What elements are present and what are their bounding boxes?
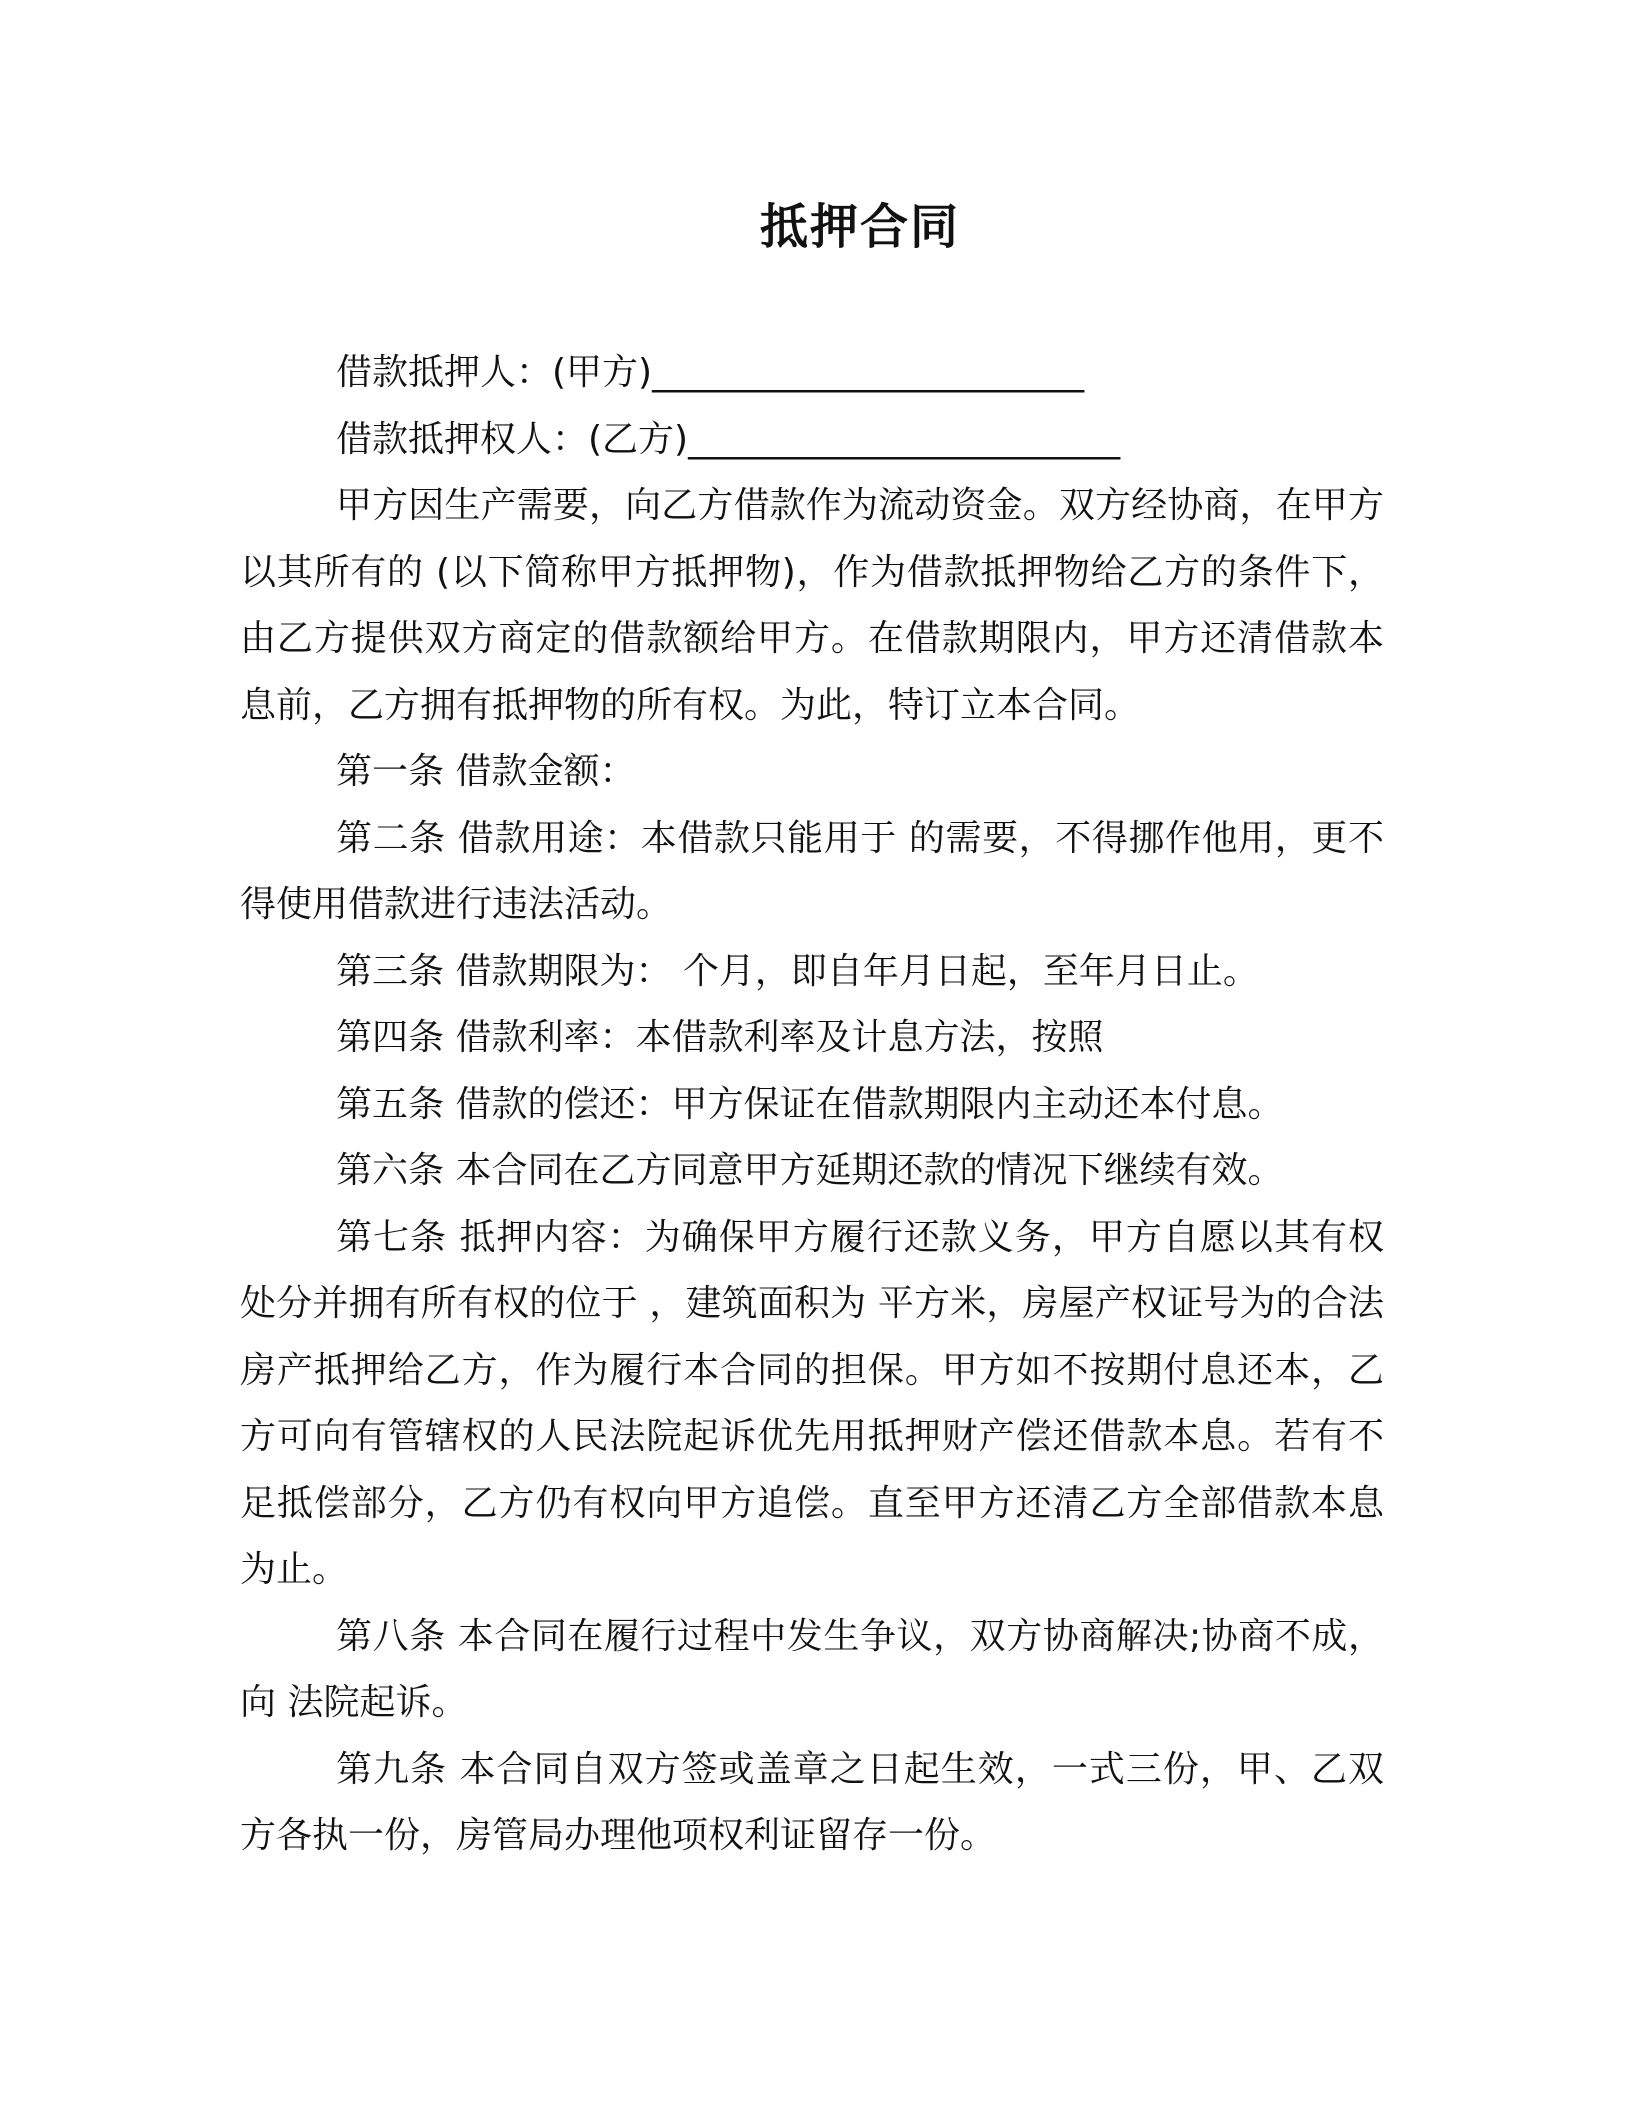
party-b-line: 借款抵押权人：(乙方)________________________: [336, 418, 1121, 460]
article-1: 第一条 借款金额：: [336, 751, 636, 792]
preamble-paragraph: 甲方因生产需要，向乙方借款作为流动资金。双方经协商，在甲方以其所有的 (以下简称甲方抵押物)，作为借款抵押物给乙方的条件下，由乙方提供双方商定的借款额给甲方。在借款期限内，甲方还清借款本息前，乙方拥有抵押物的所有权。为此，特订立本合同。: [240, 485, 1384, 726]
article-5: 第五条 借款的偿还：甲方保证在借款期限内主动还本付息。: [336, 1083, 1284, 1125]
article-7: 第七条 抵押内容：为确保甲方履行还款义务，甲方自愿以其有权处分并拥有所有权的位于 ，建筑面积为 平方米，房屋产权证号为的合法房产抵押给乙方，作为履行本合同的担保。甲方如不按期付息还本，乙方可向有管辖权的人民法院起诉优先用抵押财产偿还借款本息。若有不足抵偿部分，乙方仍有权向甲方追偿。直至甲方还清乙方全部借款本息为止。: [240, 1216, 1384, 1590]
article-4: 第四条 借款利率：本借款利率及计息方法，按照: [336, 1017, 1104, 1058]
document-title: 抵押合同: [759, 199, 960, 255]
article-9: 第九条 本合同自双方签或盖章之日起生效，一式三份，甲、乙双方各执一份，房管局办理他项权利证留存一份。: [240, 1748, 1384, 1856]
article-3: 第三条 借款期限为： 个月，即自年月日起，至年月日止。: [336, 950, 1259, 992]
article-2: 第二条 借款用途：本借款只能用于 的需要，不得挪作他用，更不得使用借款进行违法活动。: [240, 817, 1384, 925]
article-8: 第八条 本合同在履行过程中发生争议，双方协商解决;协商不成，向 法院起诉。: [240, 1615, 1384, 1723]
article-6: 第六条 本合同在乙方同意甲方延期还款的情况下继续有效。: [336, 1150, 1284, 1191]
party-a-line: 借款抵押人：(甲方)________________________: [336, 352, 1085, 393]
document-body: [240, 340, 1384, 1870]
